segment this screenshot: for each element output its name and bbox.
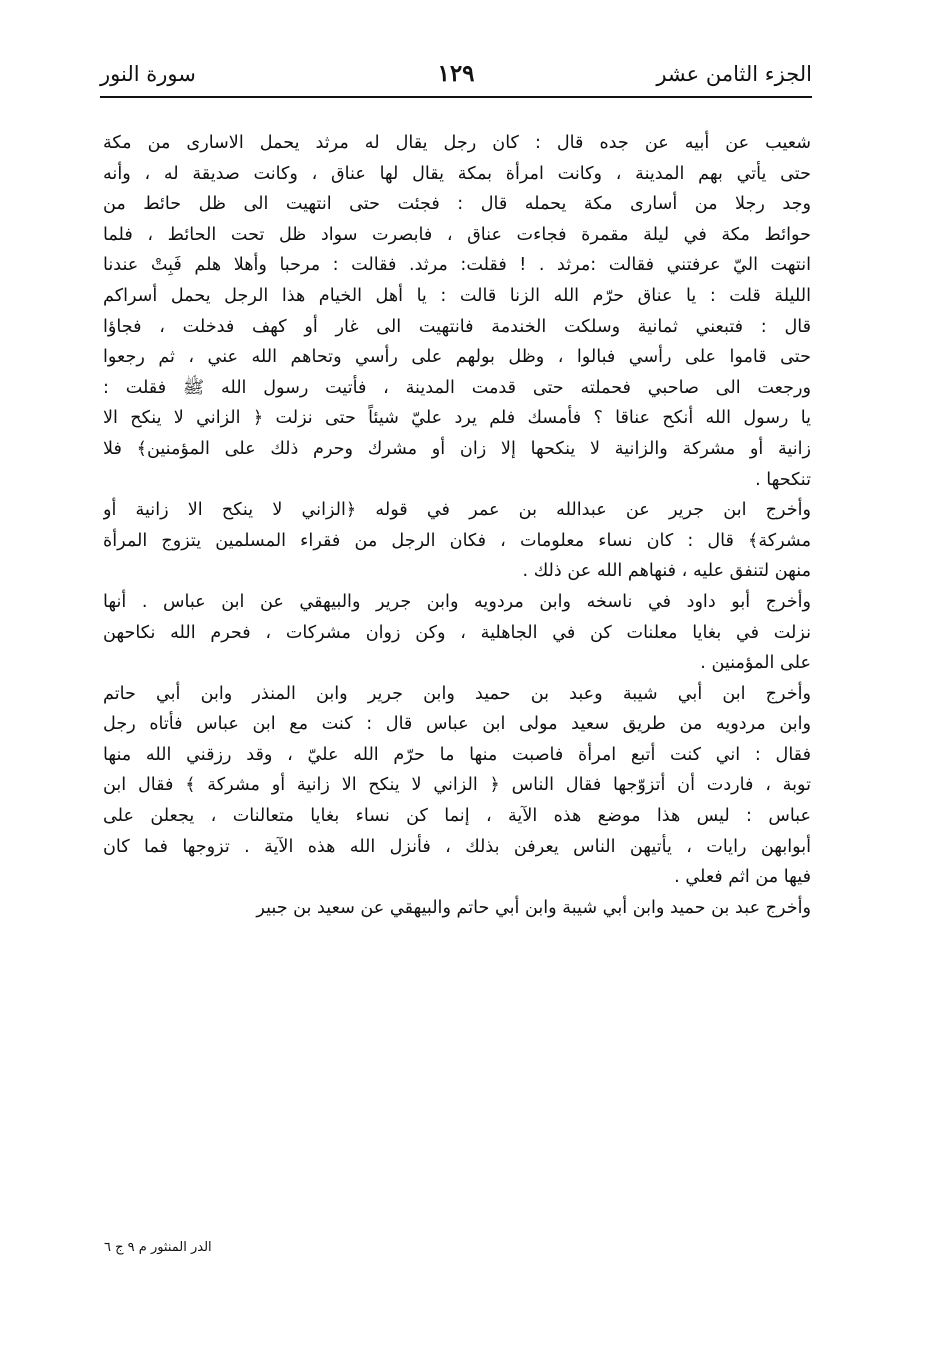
text-line: عباس : ليس هذا موضع هذه الآية ، إنما كن نساء بغايا متعالنات ، يجعلن على (103, 806, 811, 827)
text-line: انتهت اليّ عرفتني فقالت :مرثد . ! فقلت: مرثد. فقالت : مرحبا وأهلا هلم فَبِتْ عندنا (103, 255, 811, 276)
footer-note: الدر المنثور م ٩ ج ٦ (104, 1240, 212, 1255)
surah-title: سورة النور (100, 62, 196, 86)
text-line: شعيب عن أبيه عن جده قال : كان رجل يقال له مرثد يحمل الاسارى من مكة (103, 133, 811, 153)
text-line: الليلة قلت : يا عناق حرّم الله الزنا قالت : يا أهل الخيام هذا الرجل يحمل أسراكم (103, 285, 811, 306)
text-line: حتى يأتي بهم المدينة ، وكانت امرأة بمكة يقال لها عناق ، وكانت صديقة له ، وأنه (103, 163, 811, 184)
header-rule (100, 96, 812, 98)
text-line: وأخرج ابن جرير عن عبدالله بن عمر في قوله ﴿الزاني لا ينكح الا زانية أو (103, 500, 811, 521)
text-line: وأخرج أبو داود في ناسخه وابن مردويه وابن جرير والبيهقي عن ابن عباس . أنها (103, 591, 811, 612)
text-line: فقال : اني كنت أتبع امرأة فاصبت منها ما حرّم الله عليّ ، وقد رزقني الله منها (103, 744, 811, 765)
text-line: حتى قاموا على رأسي فبالوا ، وظل بولهم على رأسي وتحاهم الله عني ، ثم رجعوا (103, 347, 811, 368)
text-line: وابن مردويه من طريق سعيد مولى ابن عباس قال : كنت مع ابن عباس فأتاه رجل (103, 714, 811, 735)
body-text (103, 128, 811, 923)
text-line: حوائط مكة في ليلة مقمرة فجاءت عناق ، فابصرت سواد ظل تحت الحائط ، فلما (103, 224, 811, 245)
text-line: وجد رجلا من أسارى مكة يحمله قال : فجئت حتى انتهيت الى ظل حائط من (103, 194, 811, 215)
text-line: وأخرج ابن أبي شيبة وعبد بن حميد وابن جرير وابن المنذر وابن أبي حاتم (103, 683, 811, 704)
text-line: يا رسول الله أنكح عناقا ؟ فأمسك فلم يرد عليّ شيئاً حتى نزلت ﴿ الزاني لا ينكح الا (103, 408, 811, 429)
text-line: منهن لتنفق عليه ، فنهاهم الله عن ذلك . (522, 561, 811, 582)
juz-title: الجزء الثامن عشر (656, 62, 812, 86)
text-line: نزلت في بغايا معلنات كن في الجاهلية ، وكن زوان مشركات ، فحرم الله نكاحهن (103, 622, 811, 643)
text-line: مشركة﴾ قال : كان نساء معلومات ، فكان الرجل من فقراء المسلمين يتزوج المرأة (103, 530, 811, 551)
text-line: قال : فتبعني ثمانية وسلكت الخندمة فانتهيت الى غار أو كهف فدخلت ، فجاؤا (103, 316, 811, 337)
text-line: وأخرج عبد بن حميد وابن أبي شيبة وابن أبي حاتم والبيهقي عن سعيد بن جبير (256, 897, 811, 918)
text-line: توبة ، فاردت أن أتزوّجها فقال الناس ﴿ الزاني لا ينكح الا زانية أو مشركة ﴾ فقال ابن (103, 775, 811, 796)
page-header (100, 60, 812, 96)
text-line: على المؤمنين . (700, 653, 811, 674)
text-line: تنكحها . (755, 469, 811, 490)
text-line: أبوابهن رايات ، يأتيهن الناس يعرفن بذلك ، فأنزل الله هذه الآية . تزوجها فما كان (103, 836, 811, 857)
text-line: ورجعت الى صاحبي فحملته حتى قدمت المدينة ، فأتيت رسول الله ﷺ فقلت : (103, 377, 811, 398)
page-number: ١٢٩ (437, 60, 475, 87)
text-line: فيها من اثم فعلي . (674, 867, 811, 888)
text-line: زانية أو مشركة والزانية لا ينكحها إلا زان أو مشرك وحرم ذلك على المؤمنين﴾ فلا (103, 438, 811, 459)
